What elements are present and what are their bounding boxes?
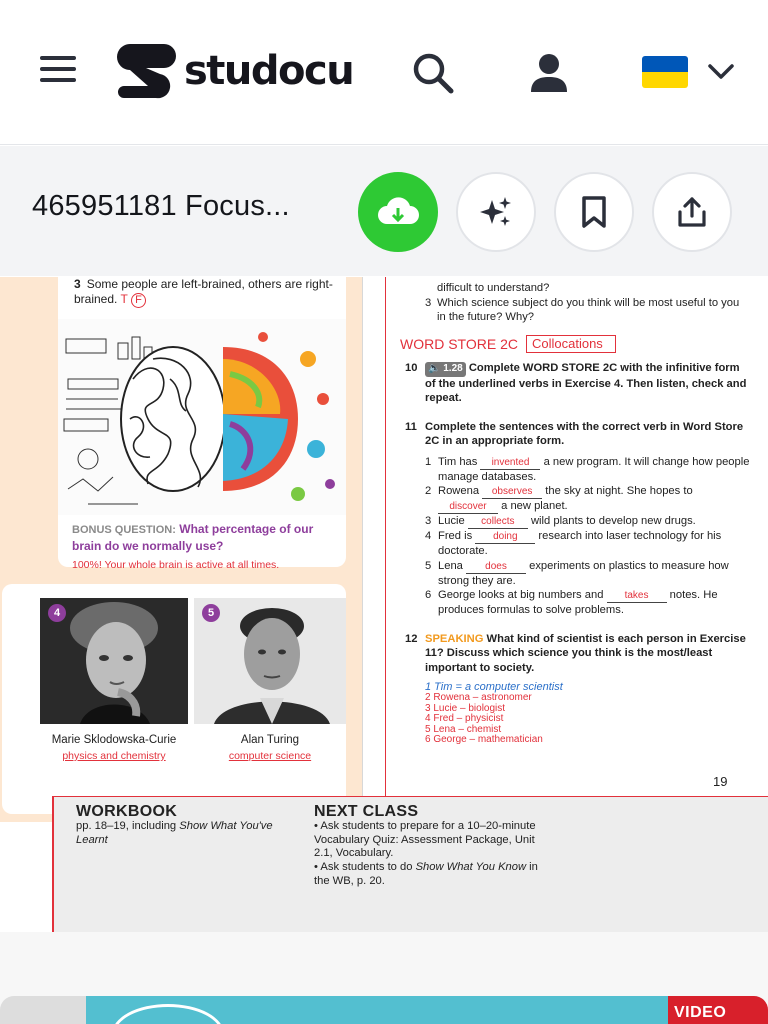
cloud-download-icon bbox=[377, 196, 419, 228]
answer-fill: doing bbox=[475, 531, 535, 544]
exercise-12: 12 SPEAKING What kind of scientist is each person in Exercise 11? Discuss which science you think is the most/least important to society. bbox=[405, 632, 746, 674]
answer-fill: does bbox=[466, 561, 526, 574]
logo-wordmark: studocu bbox=[184, 48, 354, 94]
true-label: T bbox=[120, 292, 128, 306]
exercise-11-items bbox=[400, 455, 750, 618]
exercise-10: 10 🔈 1.28 Complete WORD STORE 2C with the infinitive form of the underlined verbs in Exercise 4. Then listen, check and repeat. bbox=[405, 362, 747, 404]
studocu-logo-mark bbox=[116, 40, 178, 102]
video-label: VIDEO bbox=[668, 996, 768, 1024]
badge-5: 5 bbox=[202, 604, 220, 622]
answer-fill: takes bbox=[607, 590, 667, 603]
user-icon[interactable] bbox=[528, 52, 570, 94]
workbook-heading: WORKBOOK bbox=[76, 803, 178, 820]
answer-fill: invented bbox=[480, 457, 540, 470]
page-gutter bbox=[362, 277, 386, 797]
collocations-tag: Collocations bbox=[526, 335, 616, 354]
bonus-question: BONUS QUESTION: What percentage of our brain do we normally use? 100%! Your whole brain is active at all times. bbox=[72, 521, 342, 573]
teacher-notes-box bbox=[52, 796, 768, 932]
download-button[interactable] bbox=[358, 172, 438, 252]
answer-line: 2 Rowena – astronomer bbox=[425, 692, 532, 703]
badge-4: 4 bbox=[48, 604, 66, 622]
question-2-tail: difficult to understand? bbox=[437, 282, 550, 294]
workbook-column: WORKBOOK pp. 18–19, including Show What You've Learnt bbox=[76, 805, 301, 847]
bookmark-icon bbox=[580, 195, 608, 229]
answer-line: 5 Lena – chemist bbox=[425, 723, 502, 735]
page-number: 19 bbox=[713, 774, 728, 789]
list-item: 3 Lucie collects wild plants to develop new drugs. bbox=[425, 515, 696, 527]
word-store-heading: WORD STORE 2C Collocations bbox=[400, 335, 750, 354]
menu-icon[interactable] bbox=[40, 56, 76, 86]
answer-fill: discover bbox=[438, 501, 498, 514]
exercise-12-answers bbox=[400, 681, 750, 746]
answer-line: 3 Lucie – biologist bbox=[425, 702, 506, 714]
answer-line: 4 Fred – physicist bbox=[425, 713, 504, 724]
share-icon bbox=[676, 195, 708, 229]
next-class-column: NEXT CLASS • Ask students to prepare for a 10–20-minute Vocabulary Quiz: Assessment Package, Unit 2.1, Vocabulary. • Ask students to do Show What You Know in the WB, p. 20. bbox=[314, 805, 544, 889]
list-item: 5 Lena does experiments on plastics to measure how strong they are. bbox=[425, 559, 729, 587]
next-page-preview[interactable] bbox=[0, 996, 768, 1024]
ai-assistant-button[interactable] bbox=[456, 172, 536, 252]
false-circled: F bbox=[131, 293, 146, 308]
scientist-field: computer science bbox=[228, 750, 312, 762]
right-page bbox=[400, 277, 750, 746]
exercise-3-statement: 3 Some people are left-brained, others are right-brained. T F bbox=[74, 277, 333, 306]
margin-line bbox=[385, 277, 386, 797]
brain-illustration bbox=[58, 319, 346, 515]
audio-track-badge: 🔈 1.28 bbox=[425, 362, 466, 377]
bonus-answer: 100%! Your whole brain is active at all times. bbox=[72, 559, 280, 571]
scientist-name: Alan Turing bbox=[240, 734, 300, 746]
scientist-name: Marie Sklodowska-Curie bbox=[51, 734, 177, 746]
brain-card bbox=[58, 277, 346, 571]
share-button[interactable] bbox=[652, 172, 732, 252]
next-class-heading: NEXT CLASS bbox=[314, 803, 419, 820]
document-title[interactable]: 465951181 Focus... bbox=[32, 190, 290, 222]
question-3: 3 Which science subject do you think will be most useful to you in the future? Why? bbox=[425, 296, 740, 323]
list-item: 6 George looks at big numbers and takes notes. He produces formulas to solve problems. bbox=[425, 589, 718, 616]
studocu-logo[interactable] bbox=[116, 40, 353, 102]
left-page bbox=[0, 277, 362, 822]
answer-line: 6 George – mathematician bbox=[425, 734, 543, 745]
scientist-field: physics and chemistry bbox=[62, 750, 166, 762]
answer-fill: collects bbox=[468, 516, 528, 529]
sparkles-icon bbox=[478, 194, 514, 230]
top-navigation-bar bbox=[0, 0, 768, 145]
list-item: 2 Rowena observes the sky at night. She hopes to discover a new planet. bbox=[425, 485, 693, 512]
scientists-card bbox=[2, 584, 346, 814]
exercise-11: 11 Complete the sentences with the correct verb in Word Store 2C in an appropriate form. bbox=[405, 420, 744, 447]
list-item: 1 Tim has invented a new program. It will change how people manage databases. bbox=[425, 455, 750, 483]
list-item: 4 Fred is doing research into laser technology for his doctorate. bbox=[425, 530, 722, 557]
search-icon[interactable] bbox=[410, 50, 456, 96]
document-page-preview[interactable] bbox=[0, 277, 768, 932]
answer-fill: observes bbox=[482, 486, 542, 499]
language-flag-ukraine[interactable] bbox=[642, 56, 688, 88]
chevron-down-icon[interactable] bbox=[706, 56, 736, 86]
bookmark-button[interactable] bbox=[554, 172, 634, 252]
answer-line: 1 Tim = a computer scientist bbox=[425, 681, 563, 693]
speaking-label: SPEAKING bbox=[425, 632, 484, 645]
